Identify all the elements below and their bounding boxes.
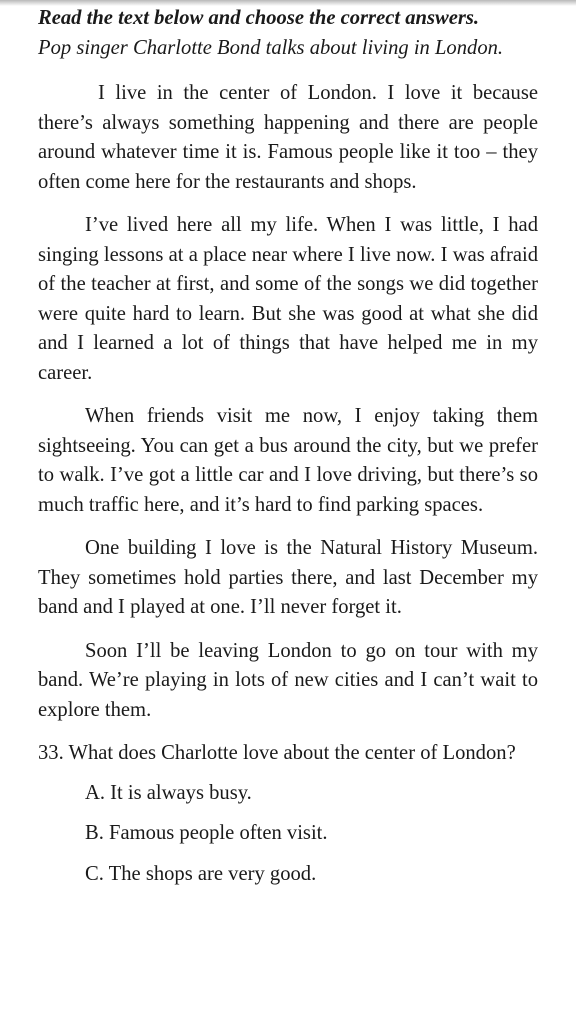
passage-paragraph-5: Soon I’ll be leaving London to go on tour with my band. We’re playing in lots of new cities and I can’t wait to explore them. [38, 639, 538, 721]
passage-paragraph-4: One building I love is the Natural History Museum. They sometimes hold parties there, and last December my band and I played at one. I’ll never forget it. [38, 537, 538, 618]
passage-subtitle: Pop singer Charlotte Bond talks about living in London. [38, 36, 504, 59]
passage-paragraph-1: I live in the center of London. I love it because there’s always something happening and there are people around whatever time it is. Famous people like it too – they often come here for the restaurants and shops. [38, 82, 538, 193]
passage-paragraph-3: When friends visit me now, I enjoy taking them sightseeing. You can get a bus around the city, but we prefer to walk. I’ve got a little car and I love driving, but there’s so much traffic here, and it’s hard to find parking spaces. [38, 405, 538, 516]
instruction: Read the text below and choose the correct answers. [38, 7, 480, 29]
question-33: 33. What does Charlotte love about the center of London? [38, 742, 516, 764]
answer-option-b[interactable]: B. Famous people often visit. [85, 822, 328, 844]
passage-paragraph-2: I’ve lived here all my life. When I was little, I had singing lessons at a place near where I live now. I was afraid of the teacher at first, and some of the songs we did together were quite hard to learn. But she was good at what she did and I learned a lot of things that have helped me in my career. [38, 214, 538, 384]
reading-page [38, 4, 538, 889]
answer-options [38, 779, 538, 890]
reading-passage [38, 79, 538, 725]
answer-option-a[interactable]: A. It is always busy. [85, 781, 252, 804]
answer-option-c[interactable]: C. The shops are very good. [85, 862, 317, 885]
